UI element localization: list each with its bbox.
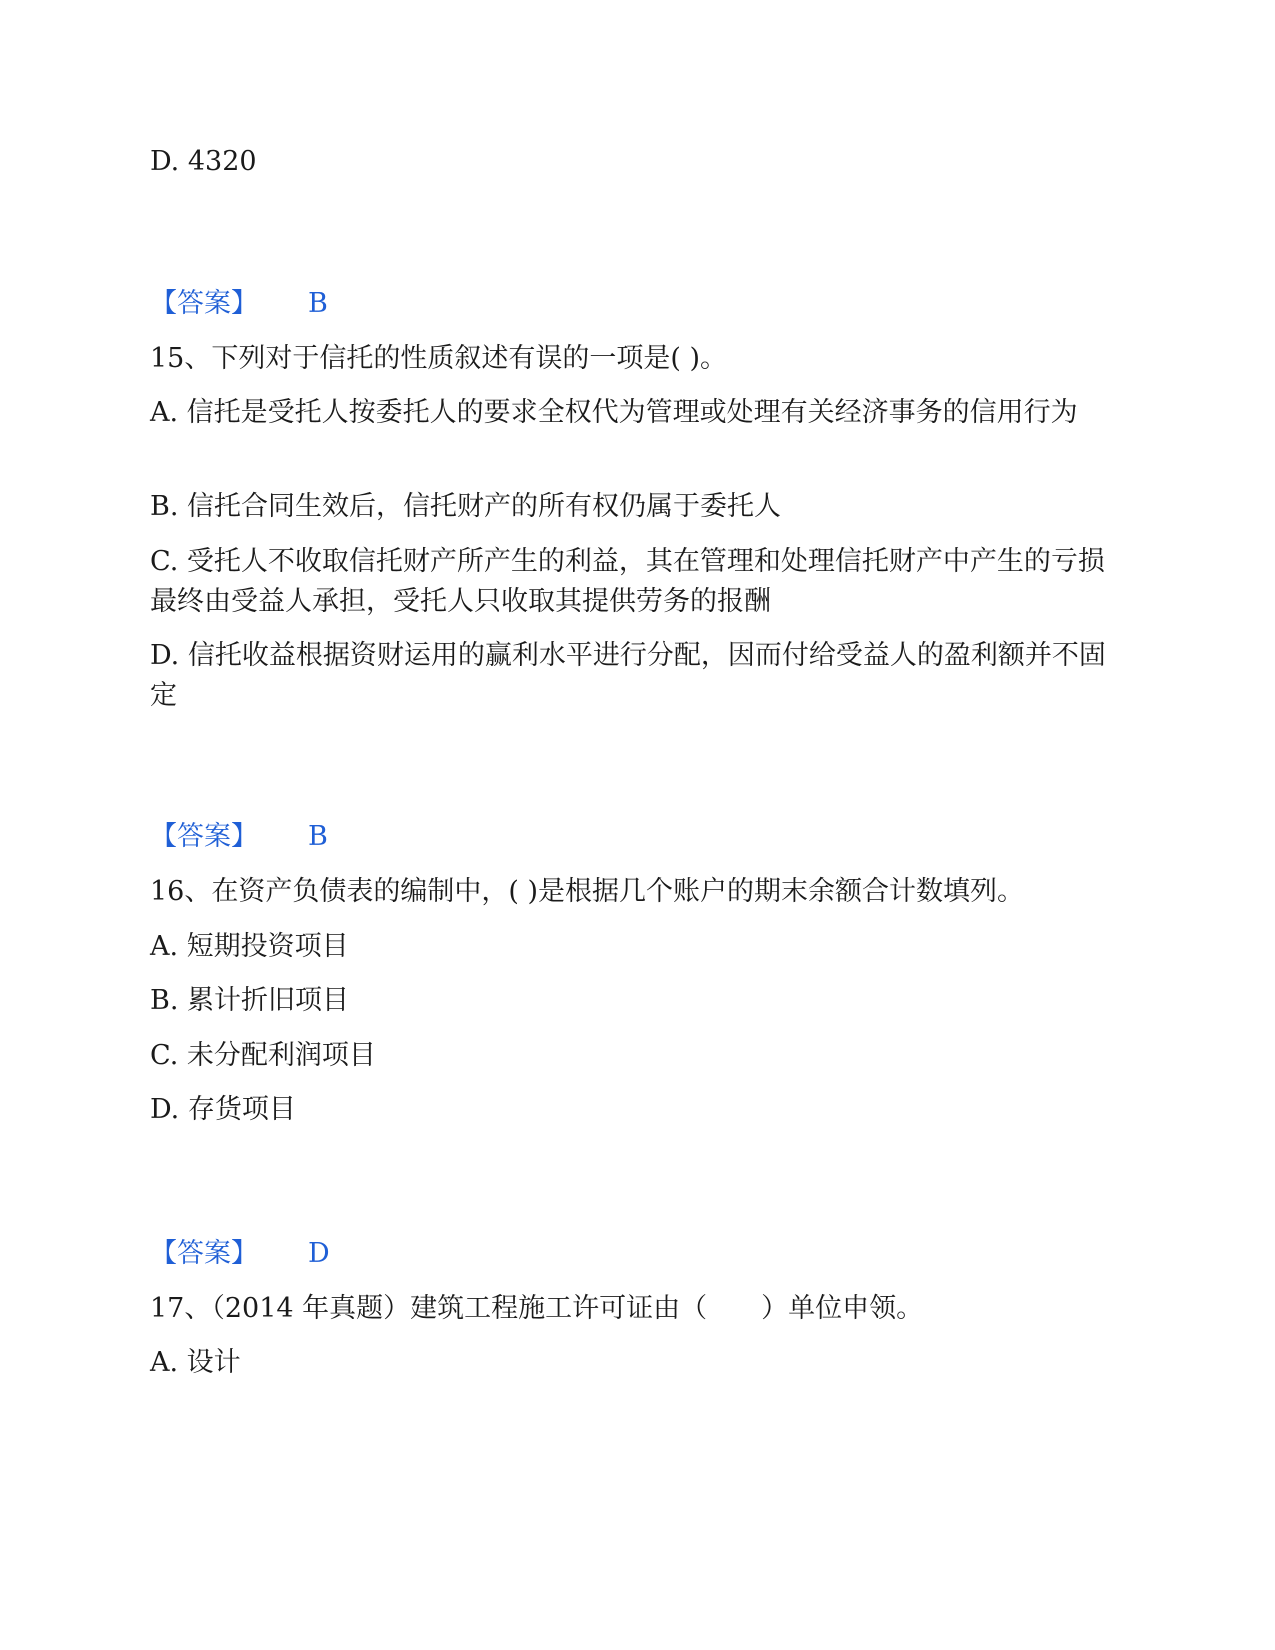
q15-option-c: C. 受托人不收取信托财产所产生的利益，其在管理和处理信托财产中产生的亏损最终由受益人承担，受托人只收取其提供劳务的报酬 (150, 546, 1105, 617)
prev-option-d: D. 4320 (150, 146, 257, 177)
q16-option-c: C. 未分配利润项目 (150, 1040, 376, 1071)
q15-option-b: B. 信托合同生效后，信托财产的所有权仍属于委托人 (150, 491, 782, 522)
answer-value: B (308, 821, 328, 852)
answer-label: 【答案】 (150, 288, 258, 319)
q15-option-a: A. 信托是受托人按委托人的要求全权代为管理或处理有关经济事务的信用行为 (150, 397, 1078, 428)
q15-answer-row (150, 817, 1110, 857)
prev-answer-row (150, 284, 1110, 324)
q15-option-d: D. 信托收益根据资财运用的赢利水平进行分配，因而付给受益人的盈利额并不固定 (150, 640, 1106, 711)
answer-label: 【答案】 (150, 1238, 258, 1269)
answer-value: D (308, 1238, 330, 1269)
q16-option-d: D. 存货项目 (150, 1094, 296, 1125)
q17-stem: 17、（2014 年真题）建筑工程施工许可证由（ ）单位申领。 (150, 1293, 924, 1324)
q15-stem: 15、下列对于信托的性质叙述有误的一项是( )。 (150, 343, 728, 374)
q16-stem: 16、在资产负债表的编制中，( )是根据几个账户的期末余额合计数填列。 (150, 876, 1025, 907)
q16-option-b: B. 累计折旧项目 (150, 985, 350, 1016)
answer-label: 【答案】 (150, 821, 258, 852)
q16-answer-row (150, 1234, 1110, 1274)
q17-option-a: A. 设计 (150, 1347, 241, 1378)
answer-value: B (308, 288, 328, 319)
q16-option-a: A. 短期投资项目 (150, 931, 349, 962)
